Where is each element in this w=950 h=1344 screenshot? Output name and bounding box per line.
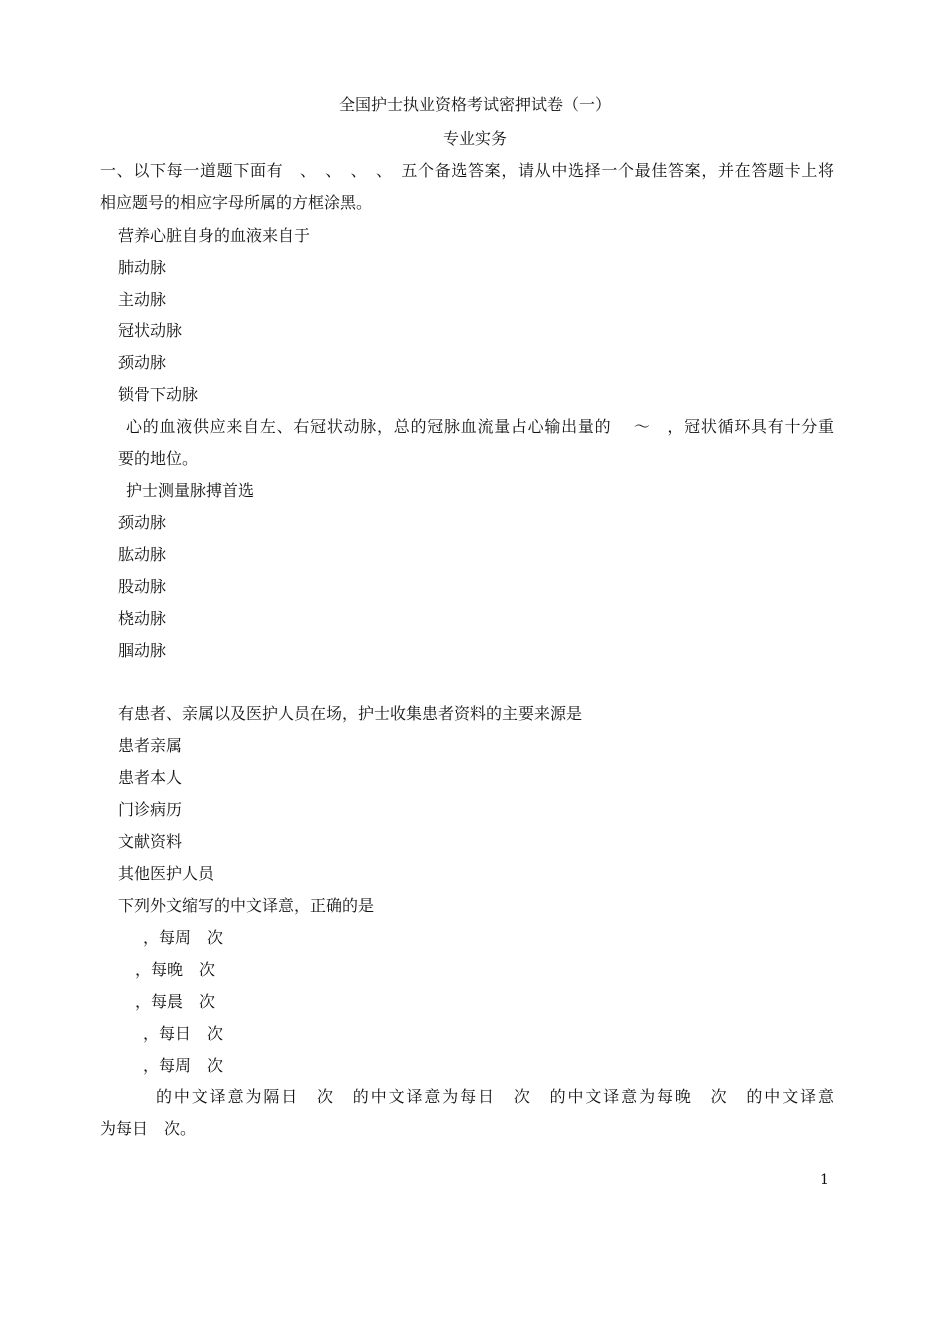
- question-3-option-a: 患者亲属: [118, 736, 183, 755]
- question-1-option-e: 锁骨下动脉: [118, 385, 199, 404]
- question-4-explanation-line-2: 为每日 次。: [100, 1119, 197, 1138]
- instructions-line-2: 相应题号的相应字母所属的方框涂黑。: [100, 193, 373, 212]
- page-number: 1: [820, 1172, 829, 1188]
- question-1-stem: 营养心脏自身的血液来自于: [118, 226, 311, 245]
- question-4-option-c: ，每晨 次: [135, 992, 216, 1011]
- question-1-option-a: 肺动脉: [118, 258, 167, 277]
- question-4-option-b: ，每晚 次: [135, 960, 216, 979]
- question-4-stem: 下列外文缩写的中文译意，正确的是: [118, 896, 375, 915]
- question-1-option-b: 主动脉: [118, 290, 167, 309]
- question-1-explanation-line-2: 要的地位。: [118, 449, 199, 468]
- question-2-option-e: 腘动脉: [118, 641, 167, 660]
- question-3-option-c: 门诊病历: [118, 800, 183, 819]
- question-2-option-b: 肱动脉: [118, 545, 167, 564]
- question-1-explanation-line-1: 心的血液供应来自左、右冠状动脉，总的冠脉血流量占心输出量的 ～ ，冠状循环具有十分重: [126, 417, 834, 436]
- page-title: 全国护士执业资格考试密押试卷（一）: [338, 95, 611, 114]
- question-2-option-c: 股动脉: [118, 577, 167, 596]
- question-1-option-c: 冠状动脉: [118, 321, 183, 340]
- question-3-option-e: 其他医护人员: [118, 864, 215, 883]
- instructions-line-1: 一、以下每一道题下面有 、 、 、 、 五个备选答案，请从中选择一个最佳答案，并在答题卡上将: [100, 161, 834, 180]
- question-2-option-a: 颈动脉: [118, 513, 167, 532]
- question-2-option-d: 桡动脉: [118, 609, 167, 628]
- question-1-option-d: 颈动脉: [118, 353, 167, 372]
- question-2-stem: 护士测量脉搏首选: [126, 481, 255, 500]
- question-4-option-d: ，每日 次: [143, 1024, 224, 1043]
- question-4-explanation-line-1: 的中文译意为隔日 次 的中文译意为每日 次 的中文译意为每晚 次 的中文译意: [156, 1087, 834, 1106]
- question-4-option-e: ，每周 次: [143, 1056, 224, 1075]
- page-subtitle: 专业实务: [442, 129, 507, 148]
- question-4-option-a: ，每周 次: [143, 928, 224, 947]
- question-3-option-b: 患者本人: [118, 768, 183, 787]
- question-3-option-d: 文献资料: [118, 832, 183, 851]
- question-3-stem: 有患者、亲属以及医护人员在场，护士收集患者资料的主要来源是: [118, 704, 583, 723]
